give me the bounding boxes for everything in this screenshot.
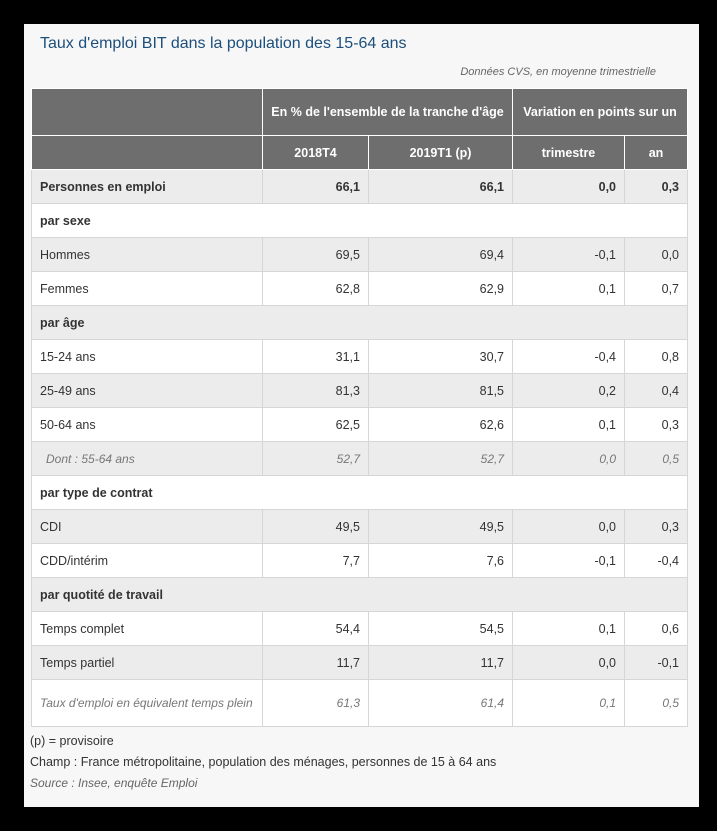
header-2018t4: 2018T4 bbox=[263, 136, 369, 170]
cell-2019t1: 62,6 bbox=[369, 408, 513, 442]
row-label: CDI bbox=[32, 510, 263, 544]
section-row bbox=[32, 578, 688, 612]
data-note: Données CVS, en moyenne trimestrielle bbox=[460, 66, 656, 78]
table-row bbox=[32, 442, 688, 476]
section-label: par type de contrat bbox=[32, 476, 688, 510]
cell-2019t1: 66,1 bbox=[369, 170, 513, 204]
cell-an: 0,4 bbox=[625, 374, 688, 408]
cell-2018t4: 66,1 bbox=[263, 170, 369, 204]
cell-trimestre: -0,1 bbox=[513, 544, 625, 578]
cell-trimestre: 0,1 bbox=[513, 612, 625, 646]
cell-2019t1: 69,4 bbox=[369, 238, 513, 272]
cell-2018t4: 81,3 bbox=[263, 374, 369, 408]
row-label: Hommes bbox=[32, 238, 263, 272]
cell-trimestre: 0,2 bbox=[513, 374, 625, 408]
row-label: Taux d'emploi en équivalent temps plein bbox=[32, 680, 263, 727]
table-row bbox=[32, 510, 688, 544]
row-label: Personnes en emploi bbox=[32, 170, 263, 204]
cell-2018t4: 69,5 bbox=[263, 238, 369, 272]
cell-an: 0,0 bbox=[625, 238, 688, 272]
cell-2019t1: 54,5 bbox=[369, 612, 513, 646]
section-label: par âge bbox=[32, 306, 688, 340]
cell-trimestre: 0,0 bbox=[513, 170, 625, 204]
table-panel bbox=[24, 24, 699, 807]
row-label: Temps partiel bbox=[32, 646, 263, 680]
cell-2018t4: 61,3 bbox=[263, 680, 369, 727]
table-row bbox=[32, 340, 688, 374]
row-label: 50-64 ans bbox=[32, 408, 263, 442]
cell-2018t4: 54,4 bbox=[263, 612, 369, 646]
cell-trimestre: 0,1 bbox=[513, 272, 625, 306]
cell-2019t1: 52,7 bbox=[369, 442, 513, 476]
section-row bbox=[32, 306, 688, 340]
table-row bbox=[32, 408, 688, 442]
cell-an: 0,8 bbox=[625, 340, 688, 374]
cell-an: 0,3 bbox=[625, 408, 688, 442]
header-trimestre: trimestre bbox=[513, 136, 625, 170]
cell-2018t4: 11,7 bbox=[263, 646, 369, 680]
cell-2018t4: 52,7 bbox=[263, 442, 369, 476]
header-corner-2 bbox=[32, 136, 263, 170]
footnote-provisoire: (p) = provisoire bbox=[30, 734, 114, 748]
cell-an: 0,3 bbox=[625, 170, 688, 204]
cell-2018t4: 31,1 bbox=[263, 340, 369, 374]
section-label: par quotité de travail bbox=[32, 578, 688, 612]
employment-rate-table bbox=[31, 88, 688, 727]
cell-2018t4: 49,5 bbox=[263, 510, 369, 544]
table-row bbox=[32, 612, 688, 646]
table-row bbox=[32, 374, 688, 408]
cell-2019t1: 49,5 bbox=[369, 510, 513, 544]
row-label: Femmes bbox=[32, 272, 263, 306]
cell-trimestre: 0,0 bbox=[513, 442, 625, 476]
cell-trimestre: 0,0 bbox=[513, 510, 625, 544]
table-row bbox=[32, 170, 688, 204]
cell-2019t1: 61,4 bbox=[369, 680, 513, 727]
cell-an: 0,6 bbox=[625, 612, 688, 646]
cell-an: 0,5 bbox=[625, 442, 688, 476]
header-2019t1: 2019T1 (p) bbox=[369, 136, 513, 170]
section-row bbox=[32, 204, 688, 238]
row-label: CDD/intérim bbox=[32, 544, 263, 578]
cell-an: 0,5 bbox=[625, 680, 688, 727]
table-row bbox=[32, 238, 688, 272]
row-label: Dont : 55-64 ans bbox=[32, 442, 263, 476]
cell-2019t1: 11,7 bbox=[369, 646, 513, 680]
header-an: an bbox=[625, 136, 688, 170]
cell-trimestre: -0,1 bbox=[513, 238, 625, 272]
table-row bbox=[32, 272, 688, 306]
table-row bbox=[32, 680, 688, 727]
cell-2018t4: 62,8 bbox=[263, 272, 369, 306]
cell-trimestre: -0,4 bbox=[513, 340, 625, 374]
header-group-rate: En % de l'ensemble de la tranche d'âge bbox=[263, 89, 513, 136]
cell-2018t4: 62,5 bbox=[263, 408, 369, 442]
cell-an: 0,3 bbox=[625, 510, 688, 544]
cell-2019t1: 62,9 bbox=[369, 272, 513, 306]
section-label: par sexe bbox=[32, 204, 688, 238]
footnote-champ: Champ : France métropolitaine, population des ménages, personnes de 15 à 64 ans bbox=[30, 755, 497, 769]
cell-2019t1: 81,5 bbox=[369, 374, 513, 408]
cell-2019t1: 7,6 bbox=[369, 544, 513, 578]
cell-an: -0,4 bbox=[625, 544, 688, 578]
cell-trimestre: 0,1 bbox=[513, 680, 625, 727]
header-group-variation: Variation en points sur un bbox=[513, 89, 688, 136]
header-corner bbox=[32, 89, 263, 136]
table-row bbox=[32, 646, 688, 680]
cell-trimestre: 0,0 bbox=[513, 646, 625, 680]
cell-trimestre: 0,1 bbox=[513, 408, 625, 442]
section-row bbox=[32, 476, 688, 510]
cell-2019t1: 30,7 bbox=[369, 340, 513, 374]
row-label: 25-49 ans bbox=[32, 374, 263, 408]
cell-an: 0,7 bbox=[625, 272, 688, 306]
row-label: Temps complet bbox=[32, 612, 263, 646]
table-title: Taux d'emploi BIT dans la population des 15-64 ans bbox=[40, 35, 407, 52]
cell-2018t4: 7,7 bbox=[263, 544, 369, 578]
table-row bbox=[32, 544, 688, 578]
footnote-source: Source : Insee, enquête Emploi bbox=[30, 776, 198, 790]
cell-an: -0,1 bbox=[625, 646, 688, 680]
row-label: 15-24 ans bbox=[32, 340, 263, 374]
